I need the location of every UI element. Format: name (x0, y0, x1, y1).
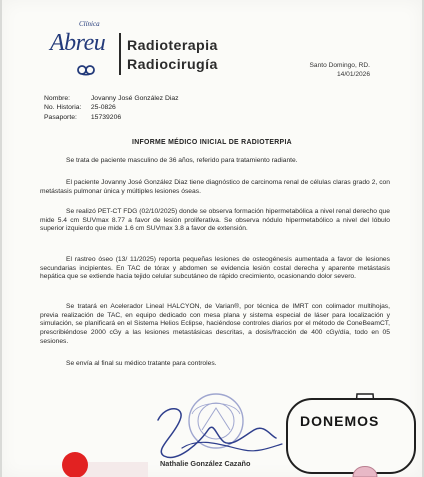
signature-area (152, 388, 292, 476)
brand-block (127, 37, 218, 75)
report-date: 14/01/2026 (336, 70, 370, 78)
paragraph-treatment-plan: Se tratará en Acelerador Lineal HALCYON, de Varian®, por técnica de IMRT con colimador multihojas, previa realización de TAC, en equipo dedicado con mesa plana y sistema especial de láser para localización y simulación, se planificará en el Sistema Helios Eclipse, haciéndose controles diarios por el método de ConeBeamCT, prescribiéndose 2000 cGy a las lesiones metastásicas descritas, a dosis/fracción de 400 cGy/día, todo en 05 sesiones. (40, 303, 390, 345)
paragraph-intro: Se trata de paciente masculino de 36 años, referido para tratamiento radiante. (66, 157, 298, 164)
logo-small-text: Clínica (79, 20, 100, 28)
city-text: Santo Domingo, RD. (309, 62, 370, 69)
brand-line-radioterapia: Radioterapia (127, 38, 218, 54)
physician-name: Nathalie González Cazaño (160, 459, 251, 468)
passport-value: 15739206 (90, 113, 122, 121)
red-heart-overlay-icon (62, 452, 88, 477)
place-date-block (310, 62, 370, 79)
paragraph-diagnosis: El paciente Jovanny José González Diaz tiene diagnóstico de carcinoma renal de células claras grado 2, con metástasis pulmonar única y múltiples lesiones óseas. (40, 179, 390, 195)
logo-mark-icon (75, 64, 97, 76)
passport-row (44, 113, 179, 122)
patient-name-row (44, 94, 179, 103)
report-title: INFORME MÉDICO INICIAL DE RADIOTERPIA (132, 139, 292, 146)
paragraph-pet-ct: Se realizó PET-CT FDG (02/10/2025) donde se observa formación hipermetabólica a nivel renal derecho que mide 5.4 cm SUVmax 8.77 a favor de lesión proliferativa. Se observa nódulo hipermetabólico a nivel del lóbulo superior izquierdo que mide 1.6 cm SUVmax 3.8 a favor de extensión. (40, 208, 390, 233)
overlay-strip (78, 462, 148, 477)
history-number-row (44, 103, 179, 112)
logo-main-text: Abreu (50, 30, 106, 56)
paragraph-closing: Se envía al final su médico tratante para controles. (66, 360, 217, 367)
donate-label: DONEMOS (300, 413, 380, 429)
history-number-label: No. Historia: (44, 104, 82, 112)
passport-label: Pasaporte: (44, 113, 77, 121)
brand-line-radiocirugia: Radiocirugía (127, 57, 218, 73)
history-number-value: 25-0826 (90, 104, 116, 112)
patient-fields (44, 94, 179, 122)
clinic-logo (50, 20, 112, 80)
paragraph-bone-scan: El rastreo óseo (13/ 11/2025) reporta pequeñas lesiones de osteogénesis aumentada a favor de lesiones secundarias incipientes. En TAC de tórax y abdomen se evidencia lesión costal derecha y aparente metástasis hepática que se extiende hacia tejido celular subcutáneo de rápido crecimiento, ocasionando dolor severo. (40, 256, 390, 281)
pink-blood-drop-icon (345, 452, 385, 477)
header-divider (119, 33, 121, 75)
patient-name-label: Nombre: (44, 95, 71, 102)
patient-name-value: Jovanny José González Diaz (90, 95, 179, 102)
medical-report-page (2, 0, 422, 477)
